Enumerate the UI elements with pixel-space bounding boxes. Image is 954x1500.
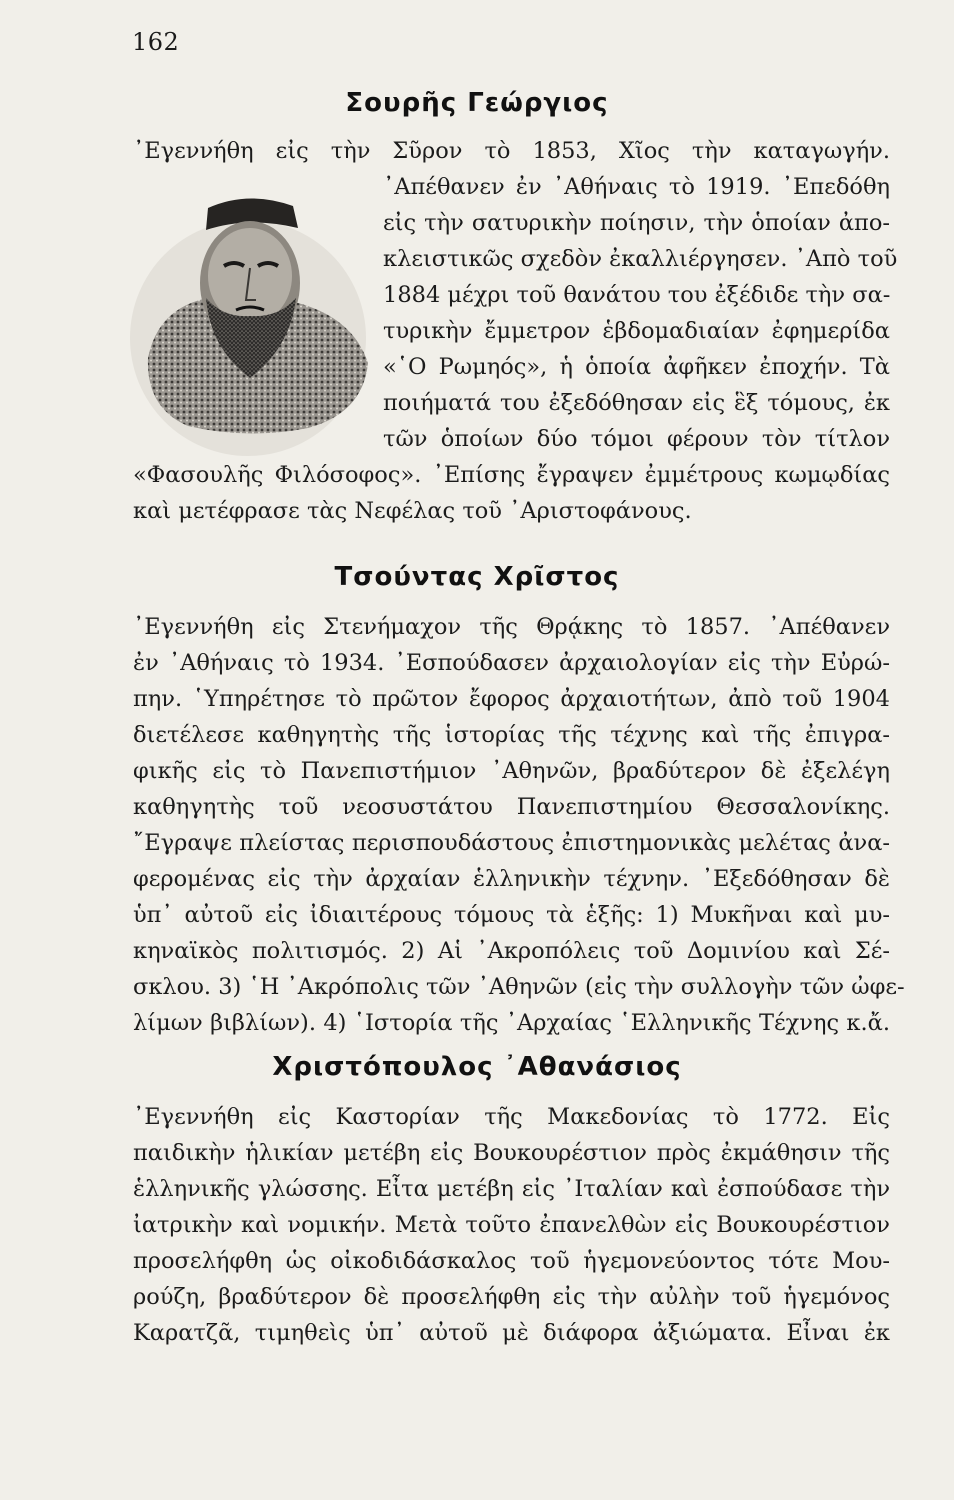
- text-line: πην. ῾Υπηρέτησε τὸ πρῶτον ἔφορος ἀρχαιοτήτων, ἀπὸ τοῦ 1904: [133, 686, 890, 712]
- text-line: φερομένας εἰς τὴν ἀρχαίαν ἑλληνικὴν τέχνην. ᾿Εξεδόθησαν δὲ: [133, 866, 890, 892]
- text-line: ἑλληνικῆς γλώσσης. Εἶτα μετέβη εἰς ᾿Ιταλίαν καὶ ἐσπούδασε τὴν: [133, 1176, 890, 1202]
- text-line: ᾿Εγεννήθη εἰς Στενήμαχον τῆς Θρᾴκης τὸ 1857. ᾿Απέθανεν: [133, 614, 890, 640]
- page-number: 162: [132, 28, 180, 56]
- text-line: σκλου. 3) ῾Η ᾿Ακρόπολις τῶν ᾿Αθηνῶν (εἰς τὴν συλλογὴν τῶν ὠφε-: [133, 974, 905, 1000]
- text-line: «Φασουλῆς Φιλόσοφος». ᾿Επίσης ἔγραψεν ἐμμέτρους κωμῳδίας: [133, 462, 890, 488]
- entry-heading-christopoulos: Χριστόπουλος ᾿Αθανάσιος: [272, 1052, 682, 1082]
- text-line: τῶν ὁποίων δύο τόμοι φέρουν τὸν τίτλον: [383, 426, 890, 452]
- text-line: καθηγητὴς τοῦ νεοσυστάτου Πανεπιστημίου Θεσσαλονίκης.: [133, 794, 890, 820]
- text-line: ᾿Εγεννήθη εἰς Καστορίαν τῆς Μακεδονίας τὸ 1772. Εἰς: [133, 1104, 890, 1130]
- text-line: ποιήματά του ἐξεδόθησαν εἰς ἓξ τόμους, ἐκ: [383, 390, 890, 416]
- text-line: προσελήφθη ὡς οἰκοδιδάσκαλος τοῦ ἡγεμονεύοντος τότε Μου-: [133, 1248, 890, 1274]
- text-line: ὑπ᾿ αὐτοῦ εἰς ἰδιαιτέρους τόμους τὰ ἑξῆς: 1) Μυκῆναι καὶ μυ-: [133, 902, 890, 928]
- text-line: κηναϊκὸς πολιτισμός. 2) Αἱ ᾿Ακροπόλεις τοῦ Δομινίου καὶ Σέ-: [133, 938, 890, 964]
- entry-heading-souris: Σουρῆς Γεώργιος: [345, 88, 609, 118]
- text-line: ἐν ᾿Αθήναις τὸ 1934. ᾿Εσπούδασεν ἀρχαιολογίαν εἰς τὴν Εὐρώ-: [133, 650, 890, 676]
- text-line: ῎Εγραψε πλείστας περισπουδάστους ἐπιστημονικὰς μελέτας ἀνα-: [133, 830, 890, 856]
- entry-heading-tsountas: Τσούντας Χρῖστος: [334, 562, 620, 592]
- portrait-illustration: [128, 188, 378, 468]
- text-line: φικῆς εἰς τὸ Πανεπιστήμιον ᾿Αθηνῶν, βραδύτερον δὲ ἐξελέγη: [133, 758, 890, 784]
- text-line: ἰατρικὴν καὶ νομικήν. Μετὰ τοῦτο ἐπανελθὼν εἰς Βουκουρέστιον: [133, 1212, 890, 1238]
- text-line: κλειστικῶς σχεδὸν ἐκαλλιέργησεν. ᾿Απὸ τοῦ: [383, 246, 898, 272]
- text-line: ᾿Απέθανεν ἐν ᾿Αθήναις τὸ 1919. ᾿Επεδόθη: [383, 174, 890, 200]
- text-line: ᾿Εγεννήθη εἰς τὴν Σῦρον τὸ 1853, Χῖος τὴν καταγωγήν.: [133, 138, 890, 164]
- text-line: καὶ μετέφρασε τὰς Νεφέλας τοῦ ᾿Αριστοφάνους.: [133, 498, 692, 524]
- text-line: παιδικὴν ἡλικίαν μετέβη εἰς Βουκουρέστιον πρὸς ἐκμάθησιν τῆς: [133, 1140, 890, 1166]
- text-line: «῾Ο Ρωμηός», ἡ ὁποία ἀφῆκεν ἐποχήν. Τὰ: [383, 354, 890, 380]
- text-line: 1884 μέχρι τοῦ θανάτου του ἐξέδιδε τὴν σα-: [383, 282, 891, 308]
- text-line: ρούζη, βραδύτερον δὲ προσελήφθη εἰς τὴν αὐλὴν τοῦ ἡγεμόνος: [133, 1284, 890, 1310]
- text-line: εἰς τὴν σατυρικὴν ποίησιν, τὴν ὁποίαν ἀπο-: [383, 210, 890, 236]
- portrait-image: [128, 188, 378, 468]
- text-line: Καρατζᾶ, τιμηθεὶς ὑπ᾿ αὐτοῦ μὲ διάφορα ἀξιώματα. Εἶναι ἐκ: [133, 1320, 890, 1346]
- text-line: λίμων βιβλίων). 4) ῾Ιστορία τῆς ᾿Αρχαίας ῾Ελληνικῆς Τέχνης κ.ἄ.: [133, 1010, 890, 1036]
- text-line: διετέλεσε καθηγητὴς τῆς ἱστορίας τῆς τέχνης καὶ τῆς ἐπιγρα-: [133, 722, 890, 748]
- text-line: τυρικὴν ἔμμετρον ἑβδομαδιαίαν ἐφημερίδα: [383, 318, 890, 344]
